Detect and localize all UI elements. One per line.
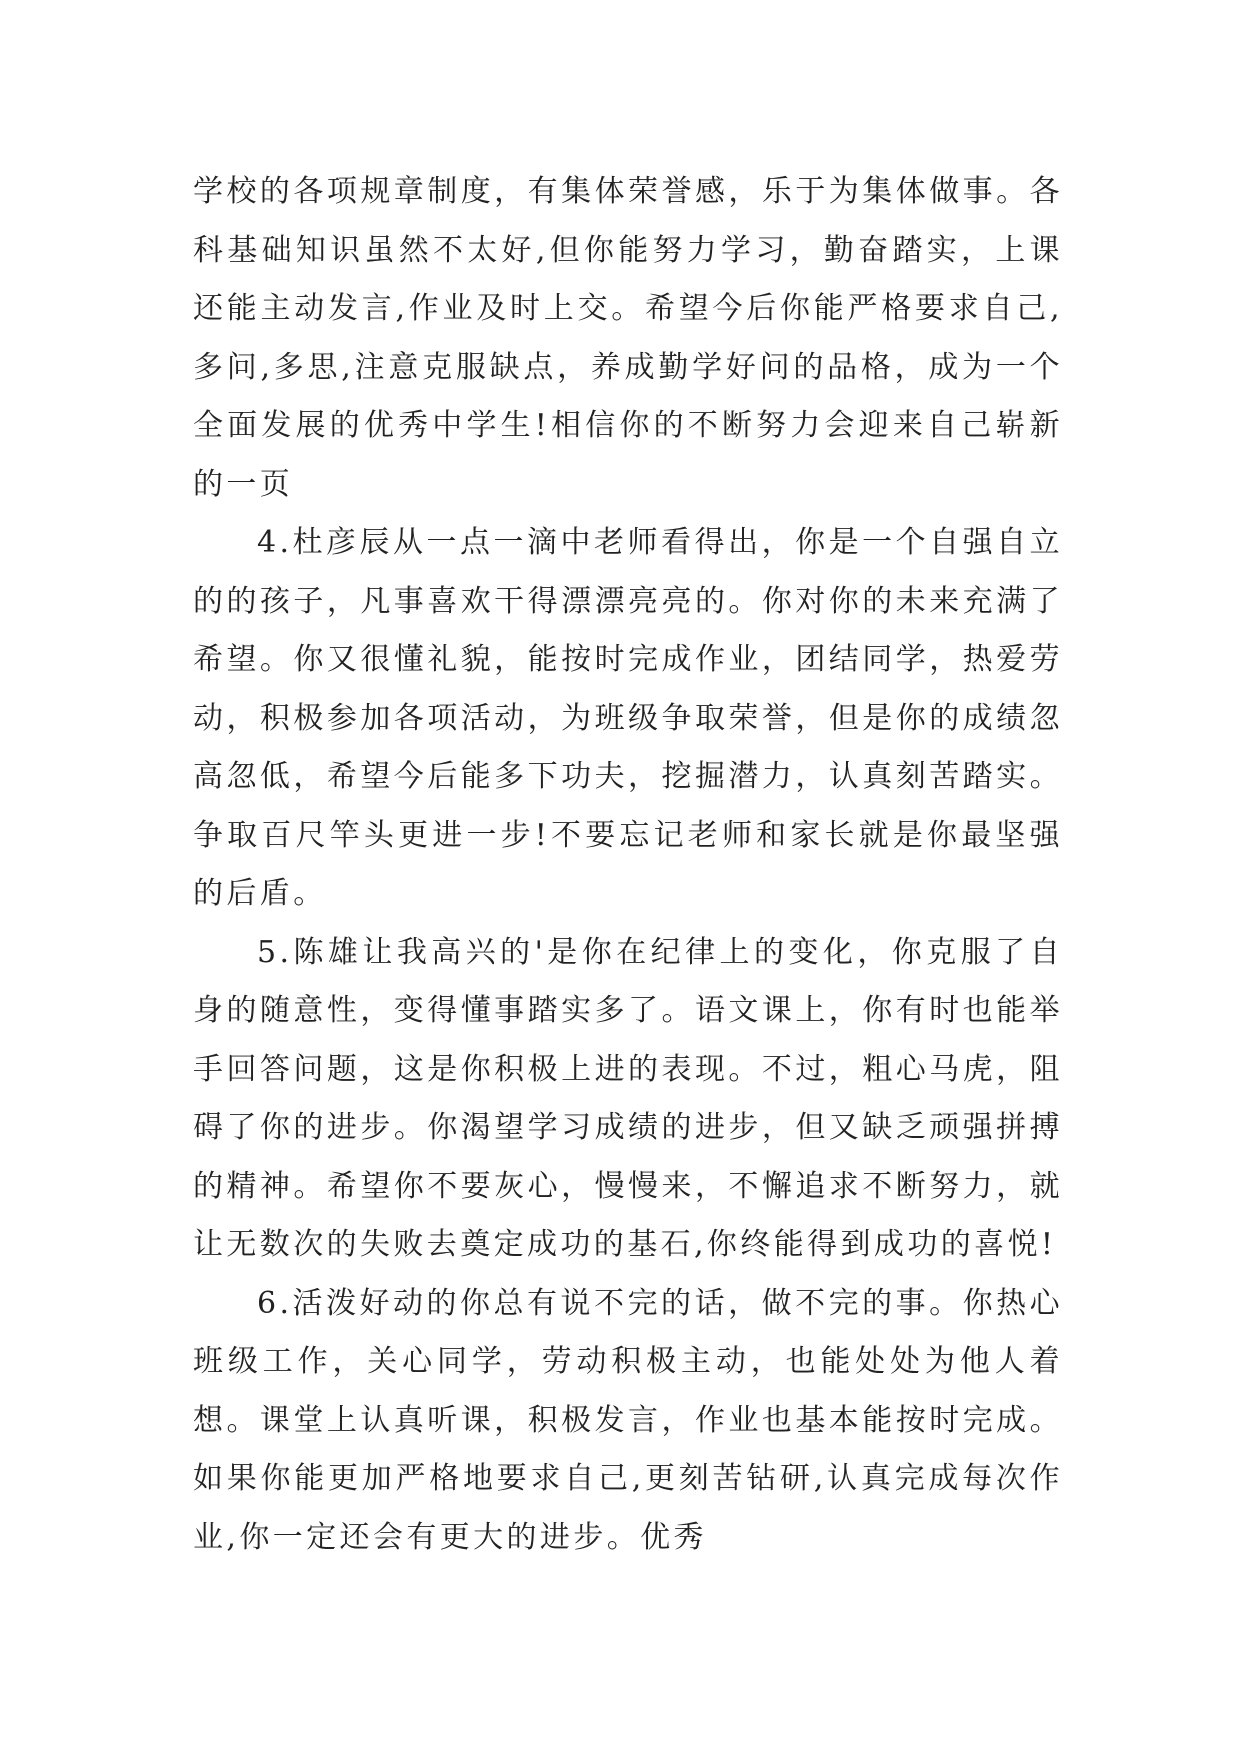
document-body [193,163,1063,1567]
paragraph-6: 6.活泼好动的你总有说不完的话，做不完的事。你热心班级工作，关心同学，劳动积极主动，也能处处为他人着想。课堂上认真听课，积极发言，作业也基本能按时完成。如果你能更加严格地要求自己,更刻苦钻研,认真完成每次作业,你一定还会有更大的进步。优秀 [193,1285,1063,1555]
paragraph-continued: 学校的各项规章制度，有集体荣誉感，乐于为集体做事。各科基础知识虽然不太好,但你能努力学习，勤奋踏实，上课还能主动发言,作业及时上交。希望今后你能严格要求自己,多问,多思,注意克服缺点，养成勤学好问的品格，成为一个全面发展的优秀中学生!相信你的不断努力会迎来自己崭新的一页 [193,174,1063,502]
paragraph-4: 4.杜彦辰从一点一滴中老师看得出，你是一个自强自立的的孩子，凡事喜欢干得漂漂亮亮的。你对你的未来充满了希望。你又很懂礼貌，能按时完成作业，团结同学，热爱劳动，积极参加各项活动，为班级争取荣誉，但是你的成绩忽高忽低，希望今后能多下功夫，挖掘潜力，认真刻苦踏实。争取百尺竿头更进一步!不要忘记老师和家长就是你最坚强的后盾。 [193,525,1063,911]
paragraph-5: 5.陈雄让我高兴的'是你在纪律上的变化，你克服了自身的随意性，变得懂事踏实多了。语文课上，你有时也能举手回答问题，这是你积极上进的表现。不过，粗心马虎，阻碍了你的进步。你渴望学习成绩的进步，但又缺乏顽强拼搏的精神。希望你不要灰心，慢慢来，不懈追求不断努力，就让无数次的失败去奠定成功的基石,你终能得到成功的喜悦! [193,934,1063,1262]
